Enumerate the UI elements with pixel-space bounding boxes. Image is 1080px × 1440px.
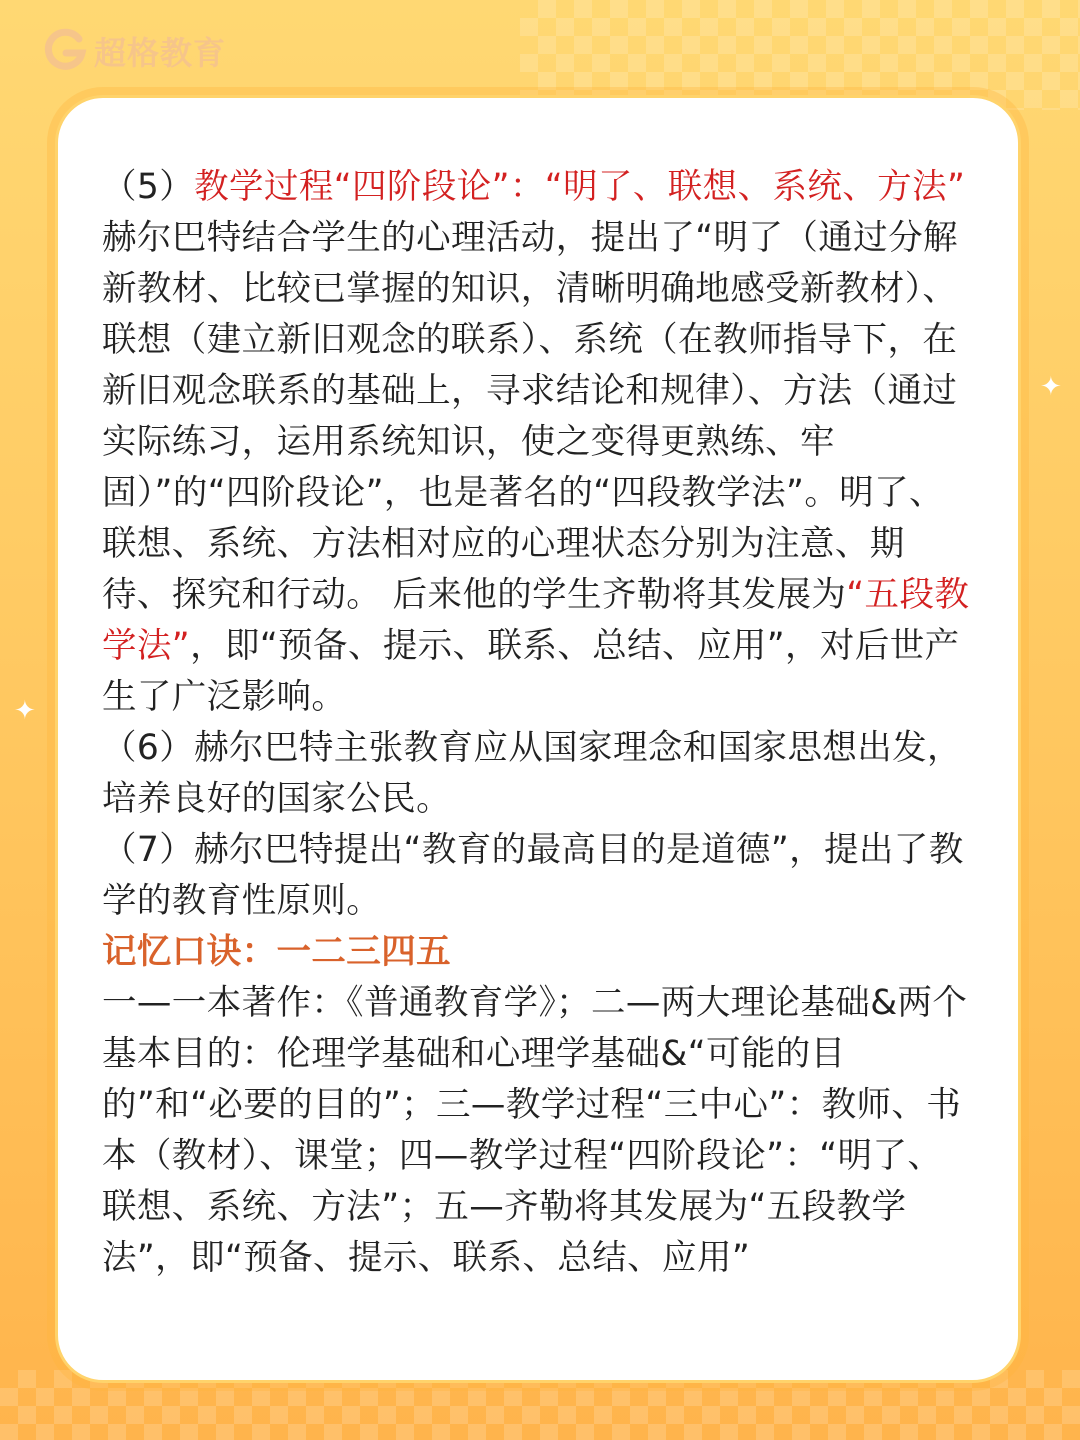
article-body [102,162,974,1284]
mnemonic-paragraph: 一—一本著作：《普通教育学》；二—两大理论基础&两个基本目的：伦理学基础和心理学基础&“可能的目的”和“必要的目的”；三—教学过程“三中心”：教师、书本（教材）、课堂；四—教学过程“四阶段论”：“明了、联想、系统、方法”；五—齐勒将其发展为“五段教学法”，即“预备、提示、联系、总结、应用” [102,983,968,1278]
section-6-paragraph: （6）赫尔巴特主张教育应从国家理念和国家思想出发，培养良好的国家公民。 [102,728,962,819]
section-7-paragraph: （7）赫尔巴特提出“教育的最高目的是道德”，提出了教学的教育性原则。 [102,830,964,921]
section-5-text-2: ，即“预备、提示、联系、总结、应用”，对后世产生了广泛影响。 [102,626,960,717]
section-5-text-1: 赫尔巴特结合学生的心理活动，提出了“明了（通过分解新教材、比较已掌握的知识，清晰明确地感受新教材）、联想（建立新旧观念的联系）、系统（在教师指导下，在新旧观念联系的基础上，寻求结论和规律）、方法（通过实际练习，运用系统知识，使之变得更熟练、牢固）”的“四阶段论”，也是著名的“四段教学法”。明了、联想、系统、方法相对应的心理状态分别为注意、期待、探究和行动。 后来他的学生齐勒将其发展为 [102,218,958,615]
section-5-title: 教学过程“四阶段论”：“明了、联想、系统、方法” [194,167,966,207]
mnemonic-heading: 记忆口诀：一二三四五 [102,932,451,972]
section-5-body [102,213,974,723]
sparkle-icon: ✦ [14,696,36,726]
sparkle-icon: ✦ [1040,372,1062,402]
section-5-number: （5） [102,167,195,207]
five-step-method-highlight: “五段教学法” [102,575,970,666]
section-5-heading [102,162,974,213]
checker-pattern-top [520,0,1080,110]
brand-g-logo-icon [42,28,88,74]
brand-logo [42,28,226,74]
brand-name: 超格教育 [94,34,227,72]
